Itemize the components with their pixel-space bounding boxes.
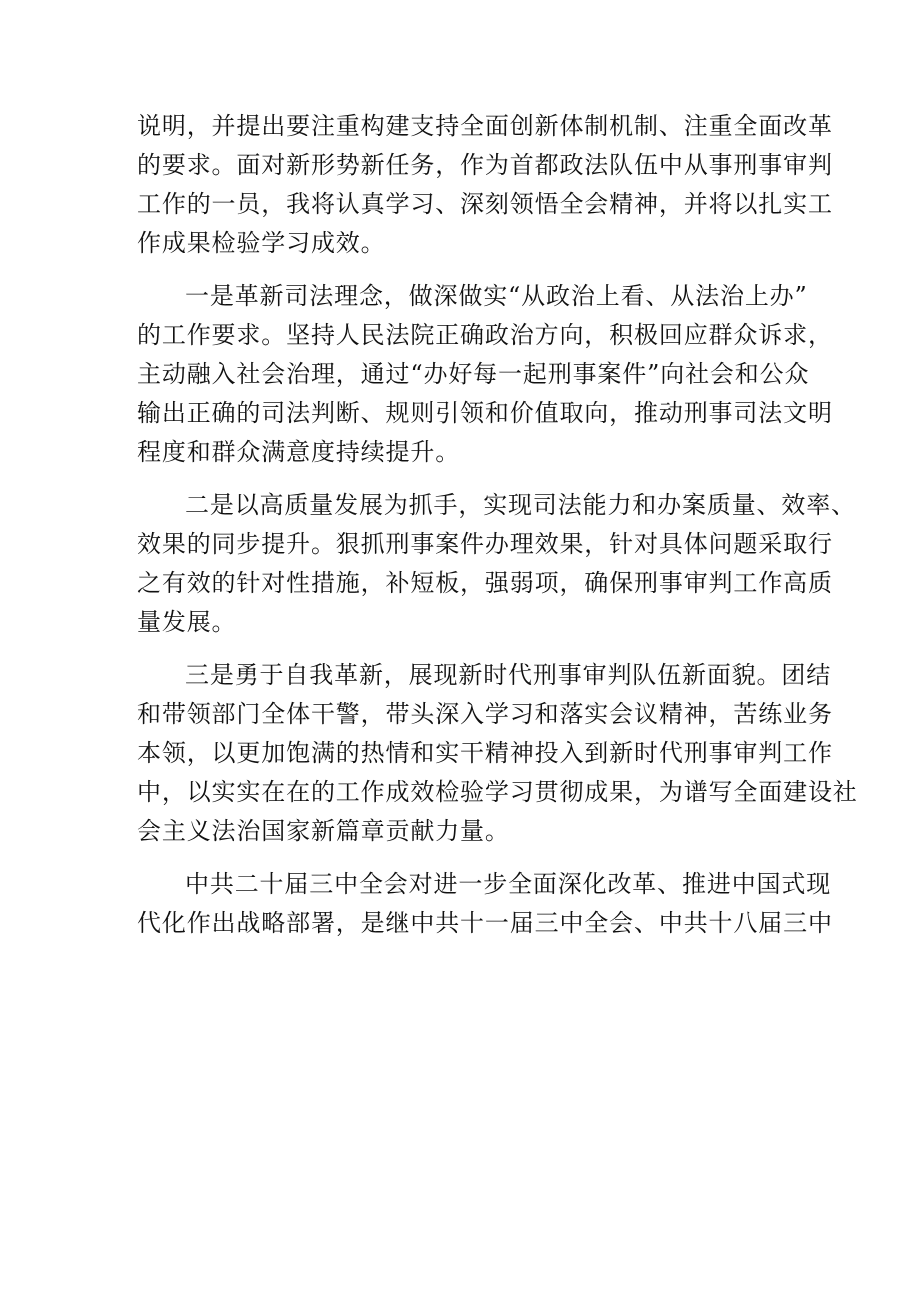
text-line: 三是勇于自我革新，展现新时代刑事审判队伍新面貌。团结 xyxy=(185,661,832,689)
text-line: 之有效的针对性措施，补短板，强弱项，确保刑事审判工作高质 xyxy=(137,569,833,597)
text-line: 代化作出战略部署，是继中共十一届三中全会、中共十八届三中 xyxy=(137,909,833,937)
paragraph-intro-continuation xyxy=(137,107,833,263)
text-line: 说明，并提出要注重构建支持全面创新体制机制、注重全面改革 xyxy=(137,112,833,140)
text-line: 二是以高质量发展为抓手，实现司法能力和办案质量、效率、 xyxy=(185,491,856,519)
text-line: 效果的同步提升。狠抓刑事案件办理效果，针对具体问题采取行 xyxy=(137,530,833,558)
paragraph-plenum-intro xyxy=(137,865,833,943)
text-line: 工作的一员，我将认真学习、深刻领悟全会精神，并将以扎实工 xyxy=(137,190,833,218)
text-line: 程度和群众满意度持续提升。 xyxy=(137,438,461,466)
paragraph-point-two xyxy=(137,486,856,642)
text-line: 一是革新司法理念，做深做实“从政治上看、从法治上办” xyxy=(185,282,808,310)
paragraph-point-one xyxy=(137,277,833,472)
text-line: 的工作要求。坚持人民法院正确政治方向，积极回应群众诉求， xyxy=(137,321,833,349)
paragraph-point-three xyxy=(137,656,858,851)
text-line: 主动融入社会治理，通过“办好每一起刑事案件”向社会和公众 xyxy=(137,360,810,388)
text-line: 作成果检验学习成效。 xyxy=(137,229,386,257)
text-line: 和带领部门全体干警，带头深入学习和落实会议精神，苦练业务 xyxy=(137,700,833,728)
text-line: 本领，以更加饱满的热情和实干精神投入到新时代刑事审判工作 xyxy=(137,739,833,767)
document-page xyxy=(137,107,858,943)
text-line: 量发展。 xyxy=(137,608,237,636)
text-line: 的要求。面对新形势新任务，作为首都政法队伍中从事刑事审判 xyxy=(137,151,833,179)
text-line: 输出正确的司法判断、规则引领和价值取向，推动刑事司法文明 xyxy=(137,399,833,427)
text-line: 会主义法治国家新篇章贡献力量。 xyxy=(137,817,510,845)
text-line: 中，以实实在在的工作成效检验学习贯彻成果，为谱写全面建设社 xyxy=(137,778,858,806)
text-line: 中共二十届三中全会对进一步全面深化改革、推进中国式现 xyxy=(185,870,832,898)
